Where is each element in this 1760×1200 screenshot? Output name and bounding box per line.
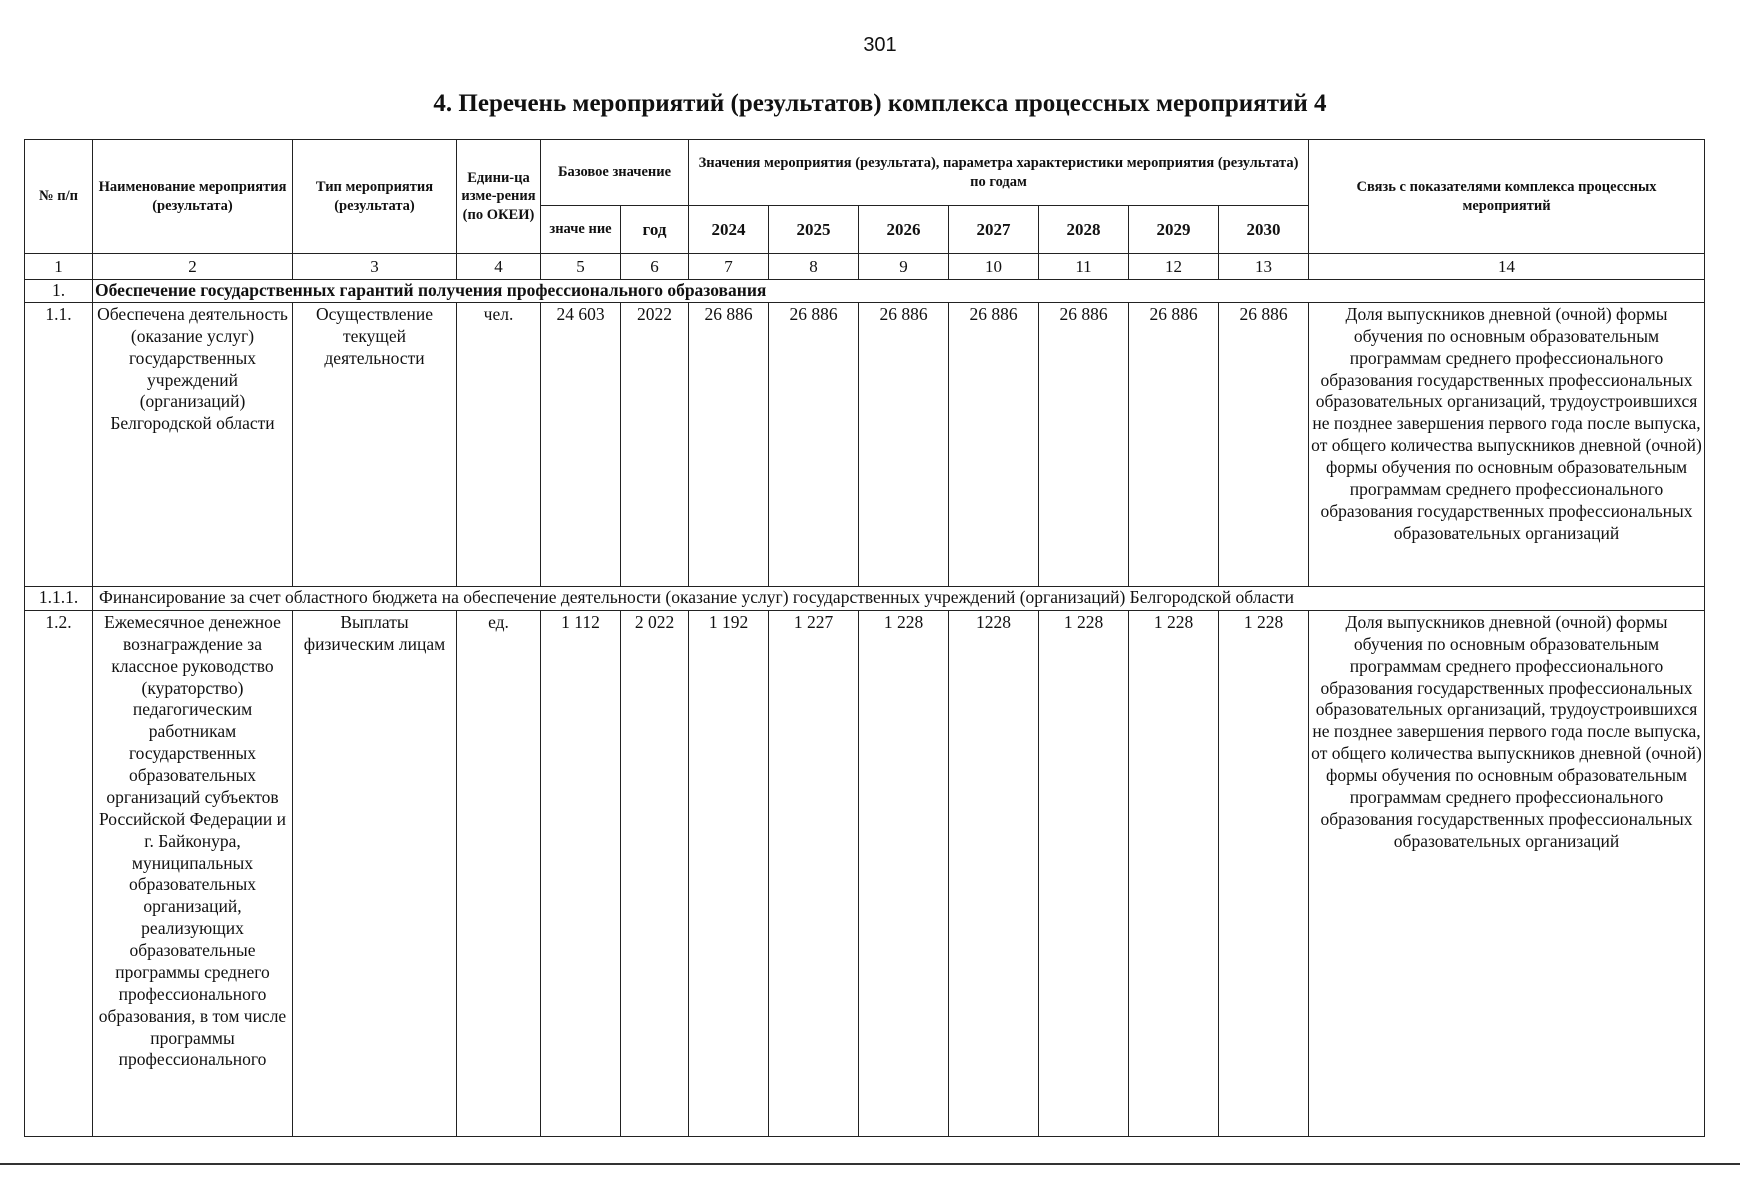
subsection-num: 1.1.1. [25,586,93,610]
row-value-2025: 26 886 [769,302,859,586]
header-base-year: год [621,206,689,254]
column-number: 8 [769,254,859,280]
subsection-row [25,586,1705,610]
column-number: 11 [1039,254,1129,280]
header-type: Тип мероприятия (результата) [293,140,457,254]
row-value-2029: 26 886 [1129,302,1219,586]
header-year: 2024 [689,206,769,254]
scan-edge-line [0,1163,1740,1165]
column-number: 5 [541,254,621,280]
row-value-2026: 26 886 [859,302,949,586]
header-unit: Едини-ца изме-рения (по ОКЕИ) [457,140,541,254]
row-type: Осуществление текущей деятельности [293,302,457,586]
header-values-by-year: Значения мероприятия (результата), параметра характеристики мероприятия (результата) по годам [689,140,1309,206]
row-base-year: 2022 [621,302,689,586]
column-number: 9 [859,254,949,280]
row-unit: чел. [457,302,541,586]
column-number: 1 [25,254,93,280]
row-value-2028: 1 228 [1039,610,1129,1136]
row-value-2027: 26 886 [949,302,1039,586]
section-row [25,280,1705,303]
column-number: 10 [949,254,1039,280]
header-base-value: значе ние [541,206,621,254]
row-name: Обеспечена деятельность (оказание услуг) государственных учреждений (организаций) Белгородской области [93,302,293,586]
column-number: 14 [1309,254,1705,280]
row-unit: ед. [457,610,541,1136]
row-base-value: 1 112 [541,610,621,1136]
row-value-2024: 1 192 [689,610,769,1136]
column-number: 12 [1129,254,1219,280]
header-year: 2026 [859,206,949,254]
header-num: № п/п [25,140,93,254]
header-year: 2025 [769,206,859,254]
column-number: 4 [457,254,541,280]
header-year: 2029 [1129,206,1219,254]
row-value-2029: 1 228 [1129,610,1219,1136]
row-value-2025: 1 227 [769,610,859,1136]
row-value-2026: 1 228 [859,610,949,1136]
row-value-2027: 1228 [949,610,1039,1136]
column-number: 7 [689,254,769,280]
column-number: 2 [93,254,293,280]
header-name: Наименование мероприятия (результата) [93,140,293,254]
section-name: Обеспечение государственных гарантий получения профессионального образования [93,280,1705,303]
row-num: 1.2. [25,610,93,1136]
row-value-2024: 26 886 [689,302,769,586]
table-row [25,302,1705,586]
column-number: 3 [293,254,457,280]
row-name: Ежемесячное денежное вознаграждение за классное руководство (кураторство) педагогическим работникам государственных образовательных организаций субъектов Российской Федерации и г. Байконура, муниципальных образовательных организаций, реализующих образовательные программы среднего профессионального образования, в том числе программы профессионального [93,610,293,1136]
header-year: 2028 [1039,206,1129,254]
page-title: 4. Перечень мероприятий (результатов) комплекса процессных мероприятий 4 [433,90,1327,117]
row-num: 1.1. [25,302,93,586]
column-number: 6 [621,254,689,280]
row-value-2030: 1 228 [1219,610,1309,1136]
row-base-value: 24 603 [541,302,621,586]
page-number: 301 [863,34,897,56]
table-row [25,610,1705,1136]
row-value-2028: 26 886 [1039,302,1129,586]
section-num: 1. [25,280,93,303]
header-year: 2030 [1219,206,1309,254]
header-link: Связь с показателями комплекса процессных мероприятий [1309,140,1705,254]
header-base: Базовое значение [541,140,689,206]
row-link: Доля выпускников дневной (очной) формы обучения по основным образовательным программам среднего профессионального образования государственных профессиональных образовательных организаций, трудоустроившихся не позднее завершения первого года после выпуска, от общего количества выпускников дневной (очной) формы обучения по основным образовательным программам среднего профессионального образования государственных профессиональных образовательных организаций [1309,302,1705,586]
row-base-year: 2 022 [621,610,689,1136]
row-value-2030: 26 886 [1219,302,1309,586]
measures-table [24,139,1705,1137]
subsection-text: Финансирование за счет областного бюджета на обеспечение деятельности (оказание услуг) государственных учреждений (организаций) Белгородской области [93,586,1705,610]
header-year: 2027 [949,206,1039,254]
row-link: Доля выпускников дневной (очной) формы обучения по основным образовательным программам среднего профессионального образования государственных профессиональных образовательных организаций, трудоустроившихся не позднее завершения первого года после выпуска, от общего количества выпускников дневной (очной) формы обучения по основным образовательным программам среднего профессионального образования государственных профессиональных образовательных организаций [1309,610,1705,1136]
row-type: Выплаты физическим лицам [293,610,457,1136]
column-number: 13 [1219,254,1309,280]
